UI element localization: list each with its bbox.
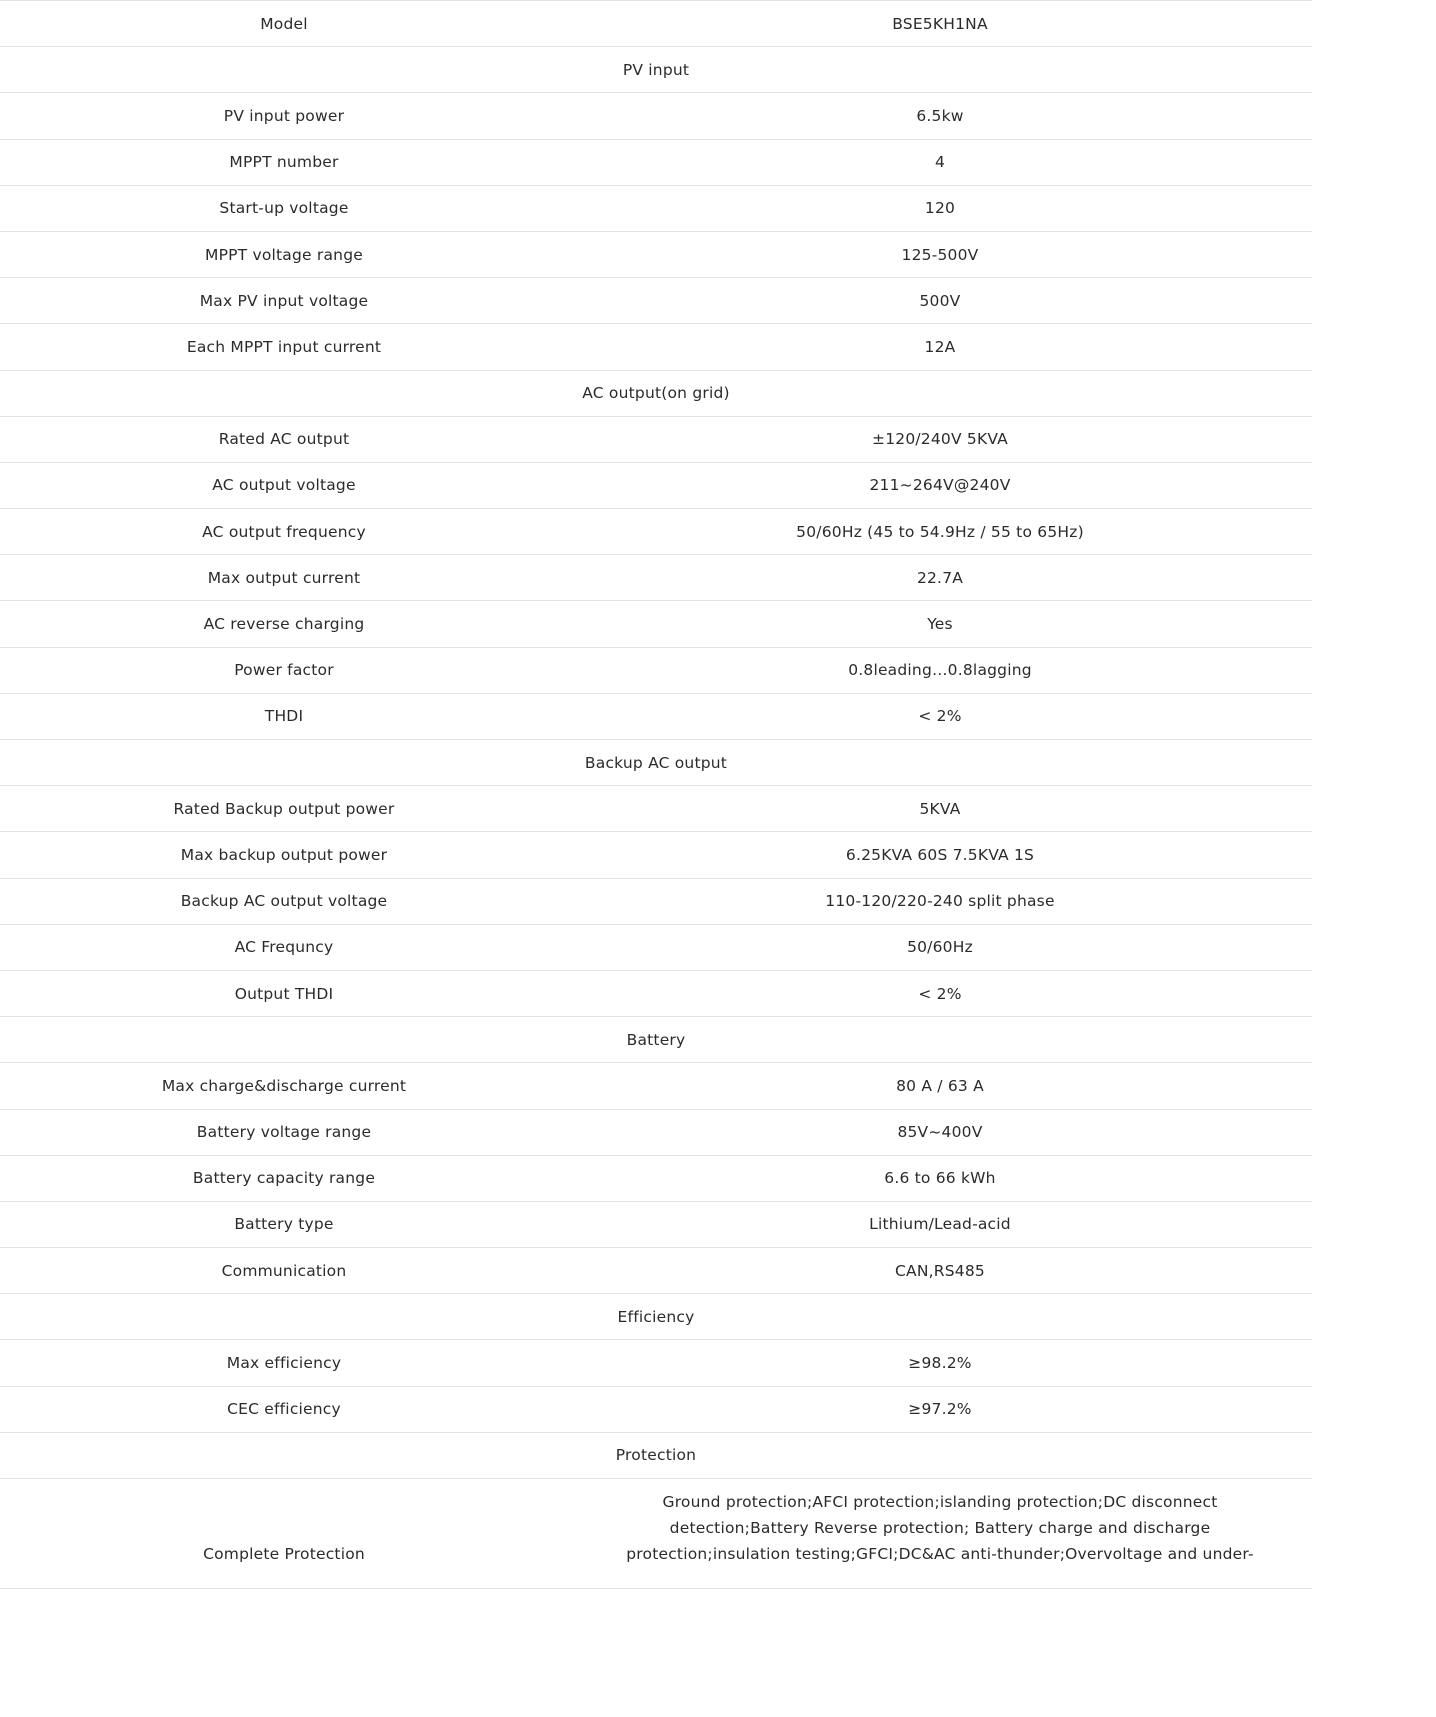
spec-row: [0, 1109, 1312, 1155]
spec-value: 6.25KVA 60S 7.5KVA 1S: [845, 845, 1035, 864]
spec-value: ≥97.2%: [908, 1400, 972, 1419]
spec-label: Max charge&discharge current: [161, 1076, 407, 1095]
spec-row: [0, 786, 1312, 832]
spec-row: [0, 924, 1312, 970]
spec-row: [0, 1386, 1312, 1432]
spec-label: Battery capacity range: [192, 1169, 376, 1188]
section-header-row: [0, 740, 1312, 786]
spec-value: Ground protection;AFCI protection;islanding protection;DC disconnect detection;Battery Reverse protection; Battery charge and discharge protection;insulation testing;GFCI;DC&AC anti-thunder;Overvoltage and under-: [626, 1493, 1254, 1563]
spec-value: 211~264V@240V: [869, 476, 1011, 495]
spec-label: Max PV input voltage: [199, 291, 369, 310]
spec-value: < 2%: [918, 984, 962, 1003]
section-title: PV input: [622, 60, 690, 79]
section-title: Efficiency: [617, 1307, 695, 1326]
spec-value: 4: [934, 153, 946, 172]
spec-value: 120: [924, 199, 956, 218]
section-header-row: [0, 47, 1312, 93]
spec-row: [0, 601, 1312, 647]
spec-row: [0, 1155, 1312, 1201]
spec-value: BSE5KH1NA: [892, 14, 988, 33]
spec-row: [0, 1248, 1312, 1294]
spec-value: ≥98.2%: [908, 1354, 972, 1373]
spec-label: AC Frequncy: [234, 938, 334, 957]
spec-value: 22.7A: [916, 568, 964, 587]
spec-row: [0, 509, 1312, 555]
spec-label: Max backup output power: [180, 845, 388, 864]
spec-label: Battery voltage range: [196, 1123, 372, 1142]
spec-value: Yes: [927, 615, 953, 634]
spec-value: ±120/240V 5KVA: [872, 430, 1008, 449]
spec-label: Start-up voltage: [219, 199, 349, 218]
spec-row: [0, 1201, 1312, 1247]
spec-label: Backup AC output voltage: [180, 892, 388, 911]
spec-row: [0, 231, 1312, 277]
spec-row: [0, 693, 1312, 739]
spec-label: Output THDI: [234, 984, 334, 1003]
spec-label: THDI: [264, 707, 304, 726]
spec-label: Power factor: [234, 661, 334, 680]
spec-value: 6.5kw: [916, 106, 964, 125]
spec-value: 125-500V: [901, 245, 979, 264]
spec-label: PV input power: [223, 106, 345, 125]
spec-value: 50/60Hz: [907, 938, 973, 957]
spec-row: [0, 1063, 1312, 1109]
spec-value: 6.6 to 66 kWh: [884, 1169, 996, 1188]
spec-label: MPPT number: [229, 153, 339, 172]
spec-label: Battery type: [234, 1215, 334, 1234]
spec-label: Communication: [221, 1261, 347, 1280]
section-title: Battery: [626, 1030, 686, 1049]
spec-row: [0, 139, 1312, 185]
spec-label: Each MPPT input current: [186, 337, 382, 356]
spec-label: Complete Protection: [203, 1545, 365, 1563]
spec-row: [0, 278, 1312, 324]
section-title: AC output(on grid): [582, 384, 730, 403]
section-header-row: [0, 1294, 1312, 1340]
spec-value: < 2%: [918, 707, 962, 726]
spec-value: 0.8leading…0.8lagging: [848, 661, 1032, 680]
spec-label: Rated AC output: [218, 430, 350, 449]
spec-label: Model: [260, 14, 308, 33]
spec-label: Max efficiency: [226, 1354, 342, 1373]
spec-row: [0, 185, 1312, 231]
spec-value: 50/60Hz (45 to 54.9Hz / 55 to 65Hz): [796, 522, 1084, 541]
spec-row: [0, 462, 1312, 508]
spec-value: 500V: [919, 291, 961, 310]
spec-value: CAN,RS485: [895, 1261, 985, 1280]
spec-value: 5KVA: [919, 799, 961, 818]
spec-label: Rated Backup output power: [173, 799, 395, 818]
spec-row: [0, 416, 1312, 462]
spec-row: [0, 832, 1312, 878]
section-header-row: [0, 370, 1312, 416]
spec-row: [0, 1479, 1312, 1589]
spec-row: [0, 555, 1312, 601]
spec-value: 110-120/220-240 split phase: [825, 892, 1055, 911]
section-header-row: [0, 1017, 1312, 1063]
spec-value: Lithium/Lead-acid: [869, 1215, 1011, 1234]
spec-label: CEC efficiency: [227, 1400, 341, 1419]
spec-row: [0, 970, 1312, 1016]
spec-row: [0, 324, 1312, 370]
spec-row: [0, 647, 1312, 693]
section-header-row: [0, 1432, 1312, 1478]
spec-label: AC output frequency: [202, 522, 366, 541]
spec-label: Max output current: [207, 568, 361, 587]
spec-table-body: [0, 1, 1312, 1589]
spec-row: [0, 93, 1312, 139]
spec-row: [0, 1340, 1312, 1386]
spec-value: 12A: [924, 337, 956, 356]
spec-value: 80 A / 63 A: [896, 1076, 984, 1095]
spec-row: [0, 878, 1312, 924]
spec-value: 85V~400V: [897, 1123, 983, 1142]
section-title: Protection: [615, 1446, 697, 1465]
section-title: Backup AC output: [584, 753, 728, 772]
spec-label: AC output voltage: [212, 476, 356, 495]
spec-row: [0, 1, 1312, 47]
spec-label: AC reverse charging: [203, 615, 365, 634]
spec-label: MPPT voltage range: [205, 245, 363, 264]
